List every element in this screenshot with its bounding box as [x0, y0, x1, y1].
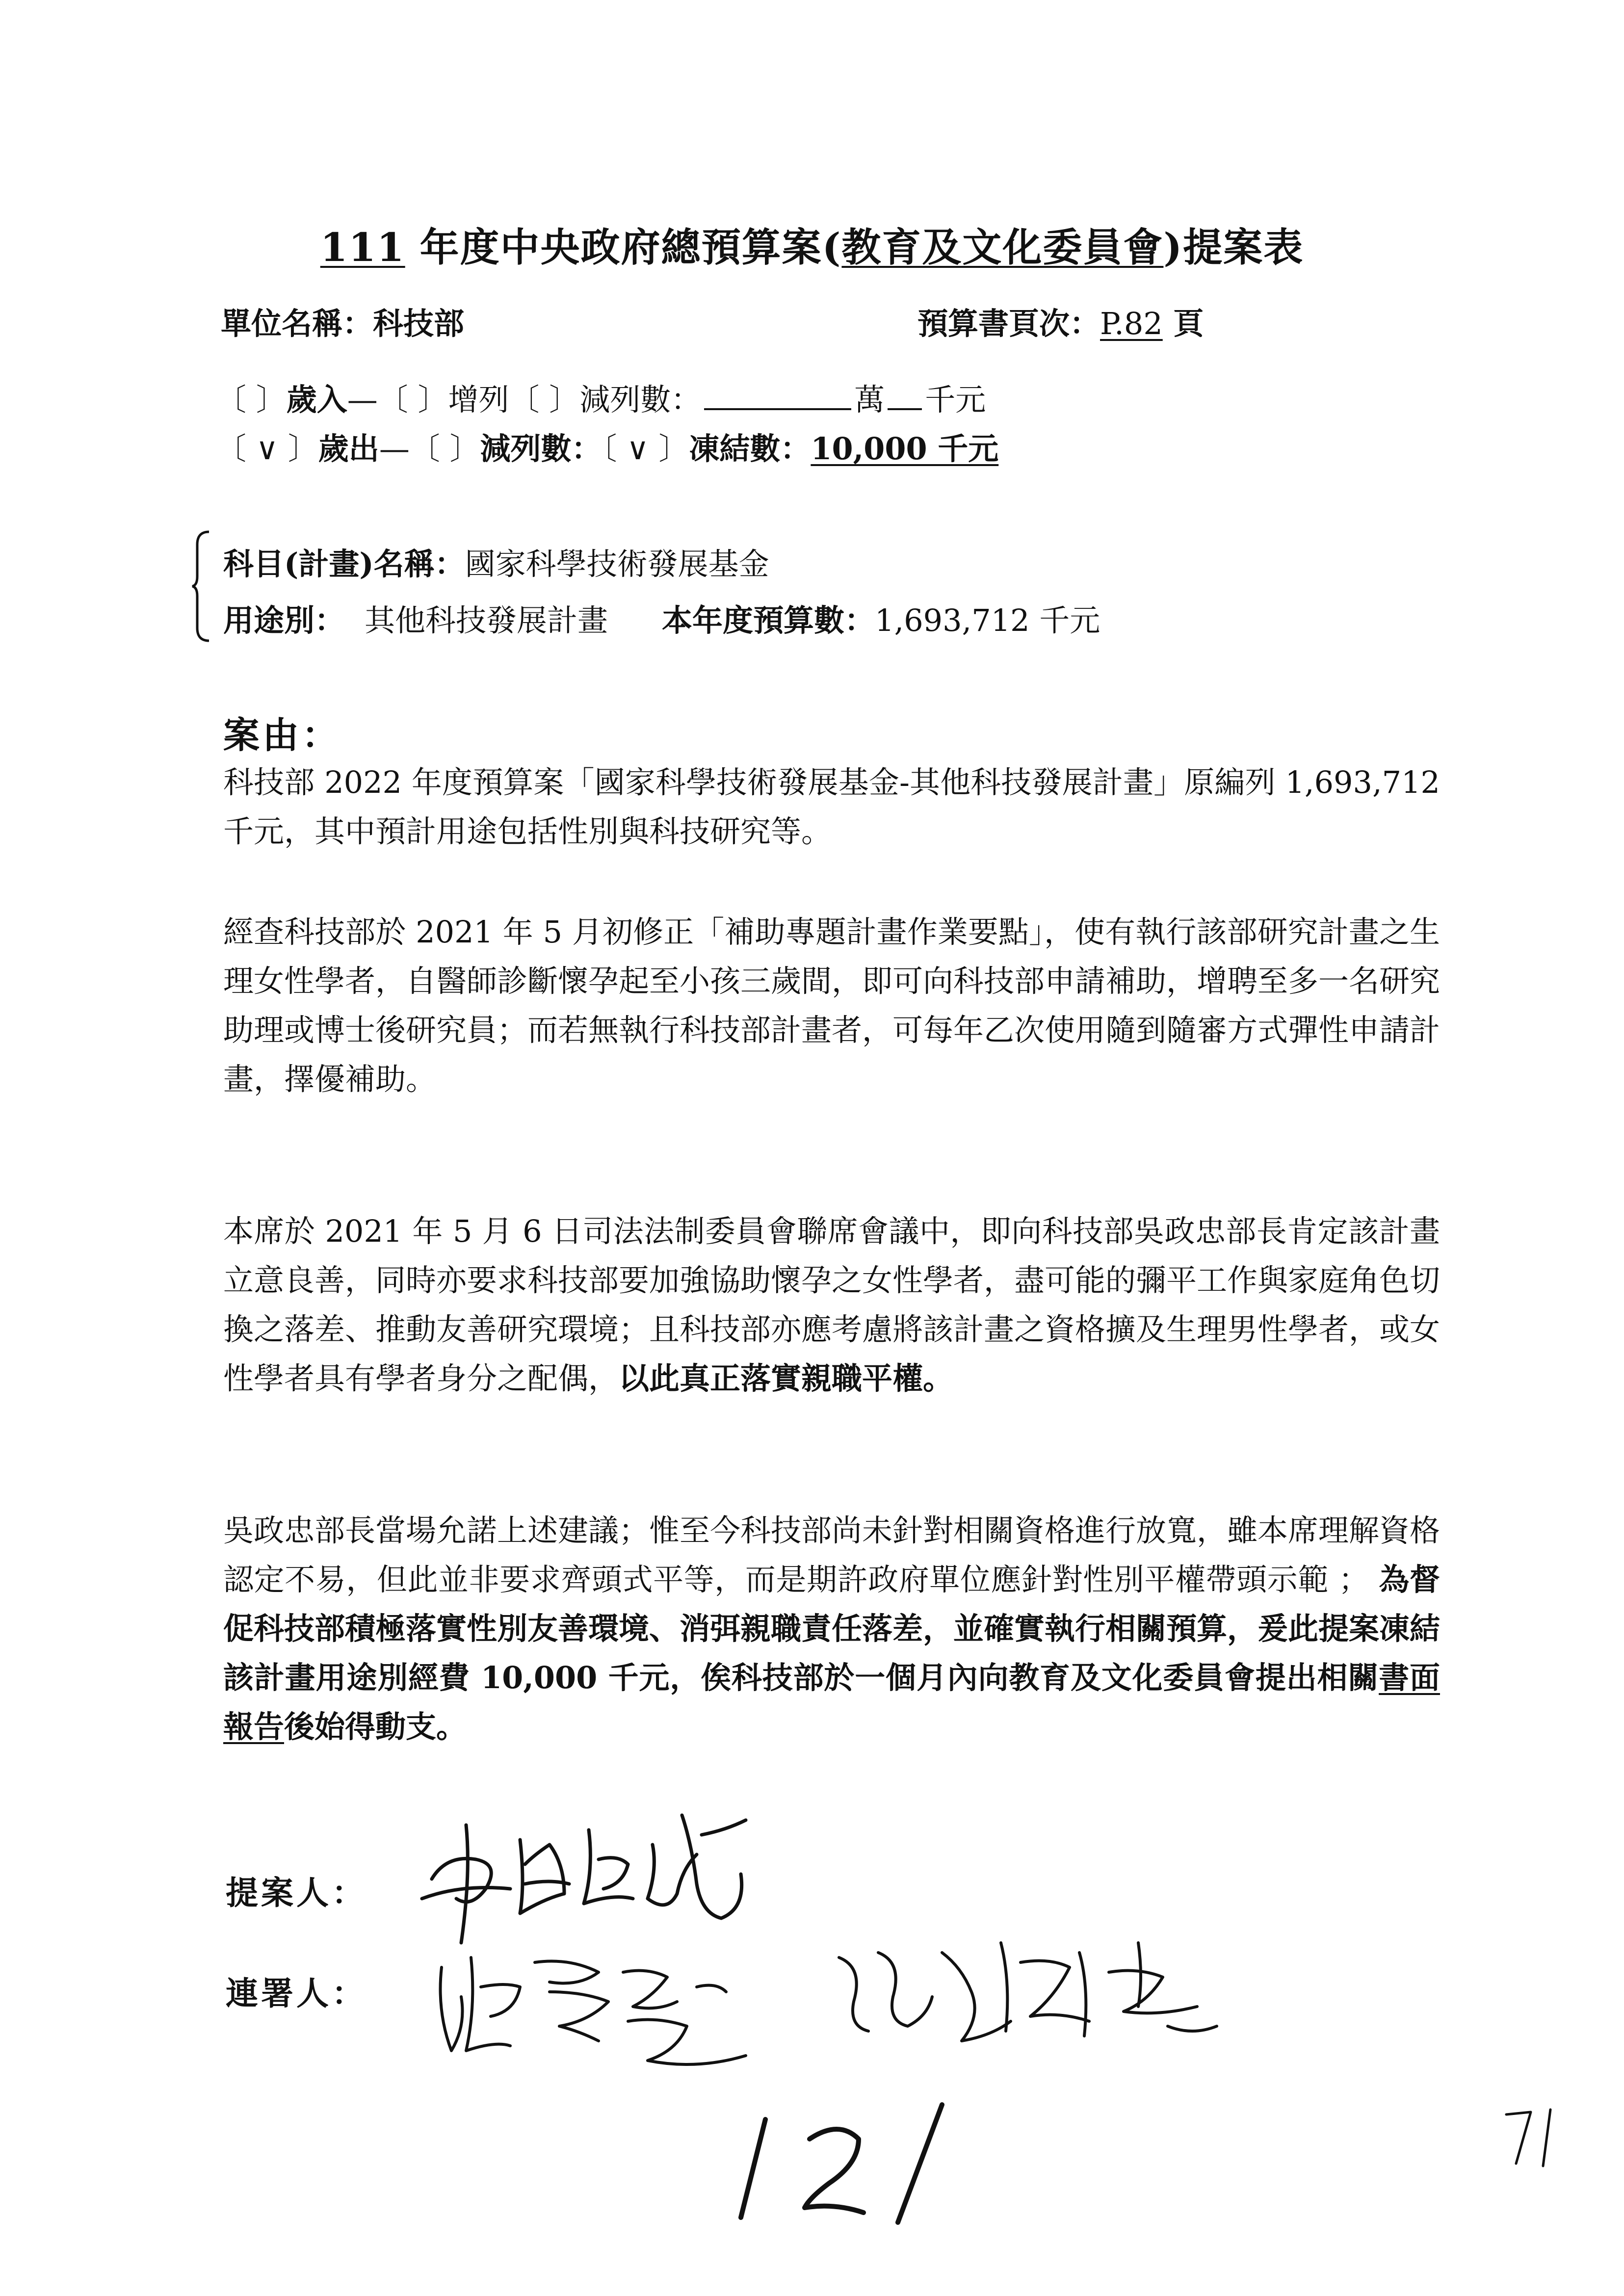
revenue-line: [216, 375, 986, 419]
expenditure-freeze-label: 凍結數：: [689, 431, 811, 467]
revenue-wan-unit: 萬: [854, 382, 885, 417]
proposer-label: 提案人：: [226, 1874, 367, 1912]
revenue-qian-unit: 千元: [925, 382, 986, 417]
page-reference: [917, 299, 1204, 343]
expenditure-decrease-label: 減列數：: [480, 431, 602, 467]
page-ref-suffix: 頁: [1162, 306, 1204, 341]
revenue-dash: —: [347, 382, 378, 417]
page-title: [0, 216, 1624, 272]
revenue-increase-checkbox: 〔 〕: [377, 382, 448, 417]
paragraph-2: 經查科技部於 2021 年 5 月初修正「補助專題計畫作業要點」，使有執行該部研究計畫之生理女性學者，自醫師診斷懷孕起至小孩三歲間，即可向科技部申請補助，增聘至多一名研究助理或博士後研究員；而若無執行科技部計畫者，可每年乙次使用隨到隨審方式彈性申請計畫，擇優補助。: [223, 914, 1441, 1097]
subject-line: [223, 540, 769, 583]
paragraph-4-ending: 後始得動支。: [284, 1709, 467, 1745]
expenditure-decrease-checkbox: 〔 〕: [409, 431, 480, 467]
revenue-checkbox: 〔 〕: [216, 382, 287, 417]
proposer-signature: [402, 1786, 775, 1953]
cosigner-label: 連署人：: [226, 1974, 367, 2012]
subject-label: 科目(計畫)名稱：: [223, 546, 465, 582]
page-ref-label: 預算書頁次：: [917, 306, 1100, 341]
expenditure-dash: —: [379, 431, 410, 467]
handwritten-number-121: [711, 2090, 967, 2237]
revenue-decrease-checkbox: 〔 〕: [509, 382, 580, 417]
cosigner-signature-2: [824, 1923, 1236, 2075]
left-brace: [191, 530, 211, 643]
expenditure-line: [216, 424, 998, 468]
paragraph-1: 科技部 2022 年度預算案「國家科學技術發展基金-其他科技發展計畫」原編列 1,693,712 千元，其中預計用途包括性別與科技研究等。: [223, 764, 1440, 849]
revenue-increase-label: 增列: [448, 382, 509, 417]
revenue-qian-blank: [888, 380, 922, 410]
expenditure-item: 歲出: [318, 431, 379, 467]
title-committee: 教育及文化委員會: [841, 224, 1164, 270]
revenue-decrease-label: 減列數：: [579, 382, 702, 417]
paragraph-3: [223, 1207, 1440, 1403]
freeze-amount: 10,000 千元: [811, 431, 999, 467]
paragraph-4: [223, 1506, 1440, 1751]
unit-name: [221, 299, 464, 343]
handwritten-number-71: [1496, 2100, 1570, 2173]
budget-label: 本年度預算數：: [662, 602, 875, 638]
revenue-amount-blank: [704, 380, 851, 410]
cosigner-signature-1: [422, 1928, 795, 2085]
title-year: 111: [320, 224, 405, 270]
paragraph-4-text: 吳政忠部長當場允諾上述建議；惟至今科技部尚未針對相關資格進行放寬，雖本席理解資格認定不易，但此並非要求齊頭式平等，而是期許政府單位應針對性別平權帶頭示範 ；: [223, 1513, 1441, 1597]
paragraph-4-emphasis: 為督促科技部積極落實性別友善環境、消弭親職責任落差，並確實執行相關預算，爰此提案凍結該計畫用途別經費 10,000 千元，俟科技部於一個月內向教育及文化委員會提出相關: [223, 1562, 1441, 1696]
usage-line: [223, 596, 1100, 640]
usage-label: 用途別：: [223, 602, 345, 638]
expenditure-checkbox: 〔 ∨ 〕: [216, 431, 318, 467]
title-post: )提案表: [1163, 224, 1304, 270]
unit-label: 單位名稱：: [221, 306, 373, 341]
paragraph-3-emphasis: 以此真正落實親職平權。: [619, 1360, 954, 1396]
revenue-item: 歲入: [286, 382, 347, 417]
paragraph-4-underlined: 書面報告: [223, 1660, 1440, 1745]
page-ref-value: P.82: [1100, 306, 1163, 341]
budget-value: 1,693,712 千元: [875, 602, 1100, 638]
paragraph-3-text: 本席於 2021 年 5 月 6 日司法法制委員會聯席會議中，即向科技部吳政忠部長肯定該計畫立意良善，同時亦要求科技部要加強協助懷孕之女性學者，盡可能的彌平工作與家庭角色切換之落差、推動友善研究環境；且科技部亦應考慮將該計畫之資格擴及生理男性學者，或女性學者具有學者身分之配偶，: [223, 1213, 1441, 1396]
subject-value: 國家科學技術發展基金: [465, 546, 769, 582]
expenditure-freeze-checkbox: 〔 ∨ 〕: [602, 431, 689, 467]
usage-value: 其他科技發展計畫: [365, 602, 608, 638]
reason-heading: 案由：: [223, 714, 341, 757]
unit-value: 科技部: [373, 306, 465, 341]
title-pre: 年度中央政府總預算案(: [405, 224, 842, 270]
